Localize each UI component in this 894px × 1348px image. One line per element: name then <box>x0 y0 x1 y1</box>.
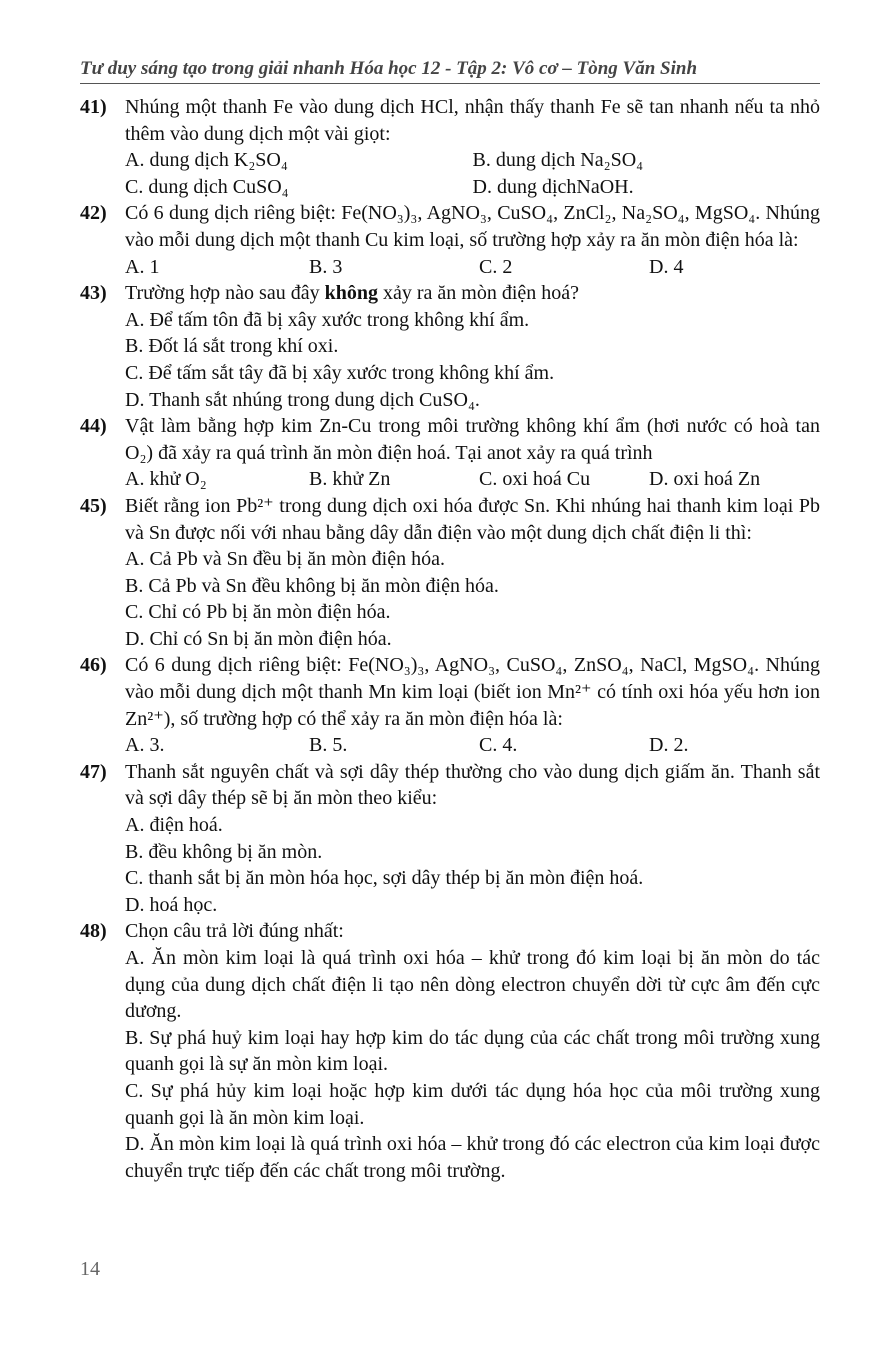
option-a: A. Cả Pb và Sn đều bị ăn mòn điện hóa. <box>125 548 445 571</box>
question-45 <box>80 493 820 653</box>
question-43 <box>80 280 820 413</box>
options <box>125 732 820 759</box>
question-stem: Có 6 dung dịch riêng biệt: Fe(NO₃)₃, AgNO₃, CuSO₄, ZnCl₂, Na₂SO₄, MgSO₄. Nhúng vào mỗi dung dịch một thanh Cu kim loại, số trường hợp xảy ra ăn mòn điện hóa là: <box>125 202 820 251</box>
option-b: B. Cả Pb và Sn đều không bị ăn mòn điện hóa. <box>125 574 499 597</box>
option-d: D. oxi hoá Zn <box>649 468 761 491</box>
question-stem: Nhúng một thanh Fe vào dung dịch HCl, nhận thấy thanh Fe sẽ tan nhanh nếu ta nhỏ thêm vào dung dịch một vài giọt: <box>125 96 820 145</box>
option-c: C. Sự phá hủy kim loại hoặc hợp kim dưới tác dụng hóa học của môi trường xung quanh gọi là ăn mòn kim loại. <box>125 1079 820 1129</box>
option-d: D. hoá học. <box>125 893 218 916</box>
option-d: D. dung dịchNaOH. <box>472 175 634 198</box>
option-d: D. 2. <box>649 734 689 757</box>
option-a: A. Ăn mòn kim loại là quá trình oxi hóa – khử trong đó kim loại bị ăn mòn do tác dụng của dung dịch chất điện li tạo nên dòng electron chuyển dời từ cực âm đến cực dương. <box>125 947 820 1023</box>
options <box>125 147 820 200</box>
option-c: C. thanh sắt bị ăn mòn hóa học, sợi dây thép bị ăn mòn điện hoá. <box>125 867 644 890</box>
option-a: A. Để tấm tôn đã bị xây xước trong không khí ẩm. <box>125 308 530 331</box>
question-stem: Có 6 dung dịch riêng biệt: Fe(NO₃)₃, AgNO₃, CuSO₄, ZnSO₄, NaCl, MgSO₄. Nhúng vào mỗi dung dịch một thanh Mn kim loại (biết ion Mn²⁺ có tính oxi hóa yếu hơn ion Zn²⁺), số trường hợp có thể xảy ra ăn mòn điện hóa là: <box>125 654 820 730</box>
options <box>125 254 820 281</box>
question-42 <box>80 200 820 280</box>
question-47 <box>80 759 820 919</box>
stem-emphasis: không <box>324 282 378 305</box>
question-stem: Chọn câu trả lời đúng nhất: <box>125 920 344 943</box>
option-c: C. Chỉ có Pb bị ăn mòn điện hóa. <box>125 601 391 624</box>
option-b: B. 3 <box>309 255 343 278</box>
option-c: C. dung dịch CuSO₄ <box>125 175 289 198</box>
option-d: D. 4 <box>649 255 684 278</box>
option-c: C. oxi hoá Cu <box>479 468 591 491</box>
question-list <box>80 94 820 1184</box>
question-number: 43) <box>80 282 107 305</box>
option-c: C. Để tấm sắt tây đã bị xây xước trong không khí ẩm. <box>125 361 555 384</box>
option-b: B. đều không bị ăn mòn. <box>125 840 323 863</box>
option-c: C. 2 <box>479 255 513 278</box>
question-number: 48) <box>80 920 107 943</box>
question-stem <box>125 280 820 307</box>
option-b: B. dung dịch Na₂SO₄ <box>472 149 644 172</box>
options <box>125 307 820 413</box>
stem-text: xảy ra ăn mòn điện hoá? <box>377 282 580 305</box>
question-stem: Vật làm bằng hợp kim Zn-Cu trong môi trường không khí ẩm (hơi nước có hoà tan O₂) đã xảy ra quá trình ăn mòn điện hoá. Tại anot xảy ra quá trình <box>125 415 820 464</box>
options <box>125 945 820 1184</box>
question-number: 42) <box>80 202 107 225</box>
option-b: B. khử Zn <box>309 468 391 491</box>
option-a: A. 1 <box>125 255 160 278</box>
option-d: D. Thanh sắt nhúng trong dung dịch CuSO₄. <box>125 388 480 411</box>
question-number: 45) <box>80 494 107 517</box>
option-b: B. 5. <box>309 734 348 757</box>
question-number: 44) <box>80 415 107 438</box>
question-41 <box>80 94 820 200</box>
question-stem: Biết rằng ion Pb²⁺ trong dung dịch oxi hóa được Sn. Khi nhúng hai thanh kim loại Pb và Sn được nối với nhau bằng dây dẫn điện vào một dung dịch chất điện li thì: <box>125 494 820 544</box>
question-number: 47) <box>80 760 107 783</box>
question-46 <box>80 652 820 758</box>
options <box>125 466 820 493</box>
options <box>125 812 820 918</box>
option-c: C. 4. <box>479 734 518 757</box>
option-a: A. dung dịch K₂SO₄ <box>125 149 288 172</box>
stem-text: Trường hợp nào sau đây <box>125 282 325 305</box>
option-d: D. Chỉ có Sn bị ăn mòn điện hóa. <box>125 627 392 650</box>
option-b: B. Đốt lá sắt trong khí oxi. <box>125 335 339 358</box>
option-a: A. điện hoá. <box>125 814 223 837</box>
page-number: 14 <box>80 1258 100 1280</box>
option-b: B. Sự phá huỷ kim loại hay hợp kim do tác dụng của các chất trong môi trường xung quanh gọi là sự ăn mòn kim loại. <box>125 1026 820 1076</box>
option-d: D. Ăn mòn kim loại là quá trình oxi hóa – khử trong đó các electron của kim loại được chuyển trực tiếp đến các chất trong môi trường. <box>125 1133 820 1182</box>
question-stem: Thanh sắt nguyên chất và sợi dây thép thường cho vào dung dịch giấm ăn. Thanh sắt và sợi dây thép sẽ bị ăn mòn theo kiểu: <box>125 760 820 810</box>
options <box>125 546 820 652</box>
question-48 <box>80 918 820 1184</box>
running-header: Tư duy sáng tạo trong giải nhanh Hóa học 12 - Tập 2: Vô cơ – Tòng Văn Sinh <box>80 58 820 84</box>
question-number: 41) <box>80 96 107 118</box>
option-a: A. khử O₂ <box>125 468 207 491</box>
question-number: 46) <box>80 654 107 677</box>
question-44 <box>80 413 820 493</box>
option-a: A. 3. <box>125 734 165 757</box>
